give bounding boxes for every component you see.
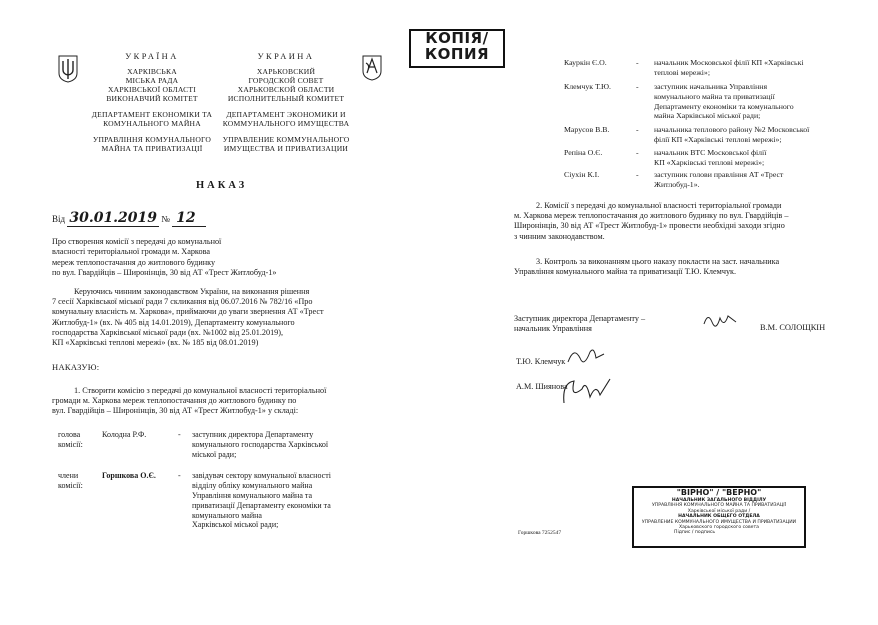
header-ru-council-line: ХАРЬКОВСКОЙ ОБЛАСТИ [237,85,335,94]
preamble-line: господарства Харківської міської ради (вх. №1002 від 25.01.2019), [52,327,284,337]
member-dash: - [636,148,639,157]
copy-stamp-line: КОПИЯ [424,44,490,63]
preamble-line: 7 сесії Харківської міської ради 7 скликання від 06.07.2016 № 782/16 «Про [52,297,313,307]
member-role: члени комісії: [58,471,83,491]
date-and-number [52,210,206,226]
commission-member-row [58,430,388,459]
trident-emblem-icon [58,55,78,83]
number-prefix: № [161,214,170,224]
header-ru-council-line: ХАРЬКОВСКИЙ [256,67,316,76]
header-ua-council-line: ХАРКІВСЬКА [127,67,177,76]
stamp-title: "ВІРНО" / "ВЕРНО" [676,488,762,497]
date-value: 30.01.2019 [69,210,158,226]
member-description: завідувач сектору комунальної власності відділу обліку комунального майна Управління комунального майна та приватизації Департаменту економіки та комунального майна Харківської міської ради; [192,471,331,530]
member-dash: - [636,82,639,91]
commission-member-row [564,82,854,122]
stamp-line: Харківської міської ради / [687,508,751,514]
member-dash: - [178,430,181,439]
header-ua [88,52,216,153]
member-dash: - [636,125,639,134]
item-2-line: Широнінців, 30 від АТ «Трест Житлобуд-1» провести необхідні заходи згідно [514,221,785,231]
stamp-line: УПРАВЛІННЯ КОМУНАЛЬНОГО МАЙНА ТА ПРИВАТИЗАЦІЇ [651,503,787,509]
header-ru-country: УКРАИНА [257,52,315,61]
approval-signature-icon [566,344,606,370]
preamble [52,287,382,348]
subject-line: по вул. Гвардійців – Широнінців, 30 від АТ «Трест Житлобуд-1» [52,268,277,278]
item-3 [514,257,862,277]
date-prefix: Від [52,214,66,224]
document-title: НАКАЗ [196,180,248,191]
item-3-line: Управління комунального майна та приватизації Т.Ю. Клемчук. [514,267,737,277]
member-name: Клемчук Т.Ю. [564,82,611,91]
header-ua-council-line: МІСЬКА РАДА [125,76,179,85]
member-description: начальник Московської філії КП «Харківські теплові мережі»; [654,58,804,77]
item-2-line: м. Харкова мереж теплопостачання до житлового будинку по вул. Гвардійців – [514,211,789,221]
signatory-title [514,314,714,334]
commission-list-right [564,58,854,198]
preamble-line: Керуючись чинним законодавством України, на виконання рішення [74,287,310,296]
member-description: заступник директора Департаменту комунального господарства Харківської міської ради; [192,430,329,459]
approval-name: А.М. Шиянова [516,382,568,391]
preamble-line: Житлобуд-1» (вх. № 405 від 14.01.2019), Департаменту комунального [52,317,295,327]
subject-line: Про створення комісії з передачі до комунальної [52,237,222,246]
member-role: голова комісії: [58,430,83,449]
member-name: Горшкова О.Є. [102,471,156,481]
signatory-title-line: Заступник директора Департаменту – [514,314,646,323]
signature-scribble-icon [702,310,738,332]
header-ru-council-line: ИСПОЛНИТЕЛЬНЫЙ КОМИТЕТ [227,94,345,103]
header-ru [218,52,354,153]
signatory-title-line: начальник Управління [514,324,592,334]
stamp-line: НАЧАЛЬНИК ОБЩЕГО ОТДЕЛА [678,514,760,520]
commission-member-row [564,125,854,147]
copy-stamp-line: КОПІЯ/ [425,29,489,47]
member-description: заступник голови правління АТ «Трест Житлобуд-1». [654,170,784,189]
order-number: 12 [172,210,205,227]
header-ua-directorate-line: УПРАВЛІННЯ КОМУНАЛЬНОГО [92,135,212,144]
commission-member-row [564,170,854,192]
member-description: начальник ВТС Московської філії КП «Харківські теплові мережі»; [654,148,767,167]
member-name: Кауркін Є.О. [564,58,607,67]
header-ua-department-line: КОМУНАЛЬНОГО МАЙНА [103,119,201,128]
kharkiv-coat-of-arms-icon [362,55,382,81]
commission-member-row [58,471,388,530]
item-2-line: з чинним законодавством. [514,231,605,241]
director-signature [702,310,738,336]
approval-name: Т.Ю. Клемчук [516,357,566,366]
header-ua-department-line: ДЕПАРТАМЕНТ ЕКОНОМІКИ ТА [91,110,213,119]
commission-member-row [564,58,854,80]
member-dash: - [636,58,639,67]
header-ru-department-line: КОММУНАЛЬНОГО ИМУЩЕСТВА [222,119,350,128]
member-dash: - [178,471,181,481]
member-description: заступник начальника Управління комунального майна та приватизації Департаменту економіки та комунального майна Харківської міської ради; [654,82,794,121]
item-1-line: вул. Гвардійців – Широнінців, 30 від АТ «Трест Житлобуд-1» у складі: [52,406,299,416]
subject-line: мереж теплопостачання до житлового будинку [52,257,216,267]
item-2-line: 2. Комісії з передачі до комунальної власності територіальної громади [536,201,782,210]
stamp-line: УПРАВЛЕНИЕ КОММУНАЛЬНОГО ИМУЩЕСТВА И ПРИВАТИЗАЦИИ [641,519,797,525]
item-1-line: 1. Створити комісію з передачі до комунальної власності територіальної [74,386,327,395]
header-ru-directorate-line: УПРАВЛЕНИЕ КОММУНАЛЬНОГО [222,135,350,144]
preamble-line: комунальну власність м. Харкова», приймаючи до уваги звернення АТ «Трест [52,307,324,317]
item-2 [514,201,862,242]
item-1-line: громади м. Харкова мереж теплопостачання до житлового будинку по [52,396,297,406]
member-name: Колодна Р.Ф. [102,430,147,439]
header-ua-council-line: ВИКОНАВЧИЙ КОМІТЕТ [106,94,198,103]
member-name: Репіна О.Є. [564,148,603,157]
signatory-name: В.М. СОЛОЩКІН [760,323,826,332]
header-ua-council-line: ХАРКІВСЬКОЇ ОБЛАСТІ [107,85,196,94]
stamp-line: НАЧАЛЬНИК ЗАГАЛЬНОГО ВІДДІЛУ [671,498,767,503]
member-name: Сіухін К.І. [564,170,600,179]
member-name: Марусов В.В. [564,125,610,134]
header-ru-council-line: ГОРОДСКОЙ СОВЕТ [248,76,324,85]
certified-copy-stamp [632,486,806,548]
order-word: НАКАЗУЮ: [52,362,100,372]
header-ru-department-line: ДЕПАРТАМЕНТ ЭКОНОМИКИ И [226,110,346,119]
stamp-signature-label: Підпис / подпись [674,530,716,536]
stamp-line: Харьковского городского совета [679,525,759,531]
approval-signature-icon [560,375,612,409]
executor-note: Горшкова 7252547 [518,530,562,536]
header-ua-directorate-line: МАЙНА ТА ПРИВАТИЗАЦІЇ [101,144,203,153]
subject-line: власності територіальної громади м. Харкова [52,247,210,257]
item-3-line: 3. Контроль за виконанням цього наказу покласти на заст. начальника [536,257,780,266]
preamble-line: КП «Харківські теплові мережі» (вх. № 185 від 08.01.2019) [52,338,259,348]
item-1 [52,386,382,417]
header-ua-country: УКРАЇНА [125,52,179,61]
member-dash: - [636,170,639,179]
header-ru-directorate-line: ИМУЩЕСТВА И ПРИВАТИЗАЦИИ [223,144,349,153]
commission-member-row [564,148,854,170]
commission-table-left [58,430,388,530]
member-description: начальника теплового району №2 Московської філії КП «Харківські теплові мережі»; [654,125,810,144]
order-subject [52,237,332,279]
